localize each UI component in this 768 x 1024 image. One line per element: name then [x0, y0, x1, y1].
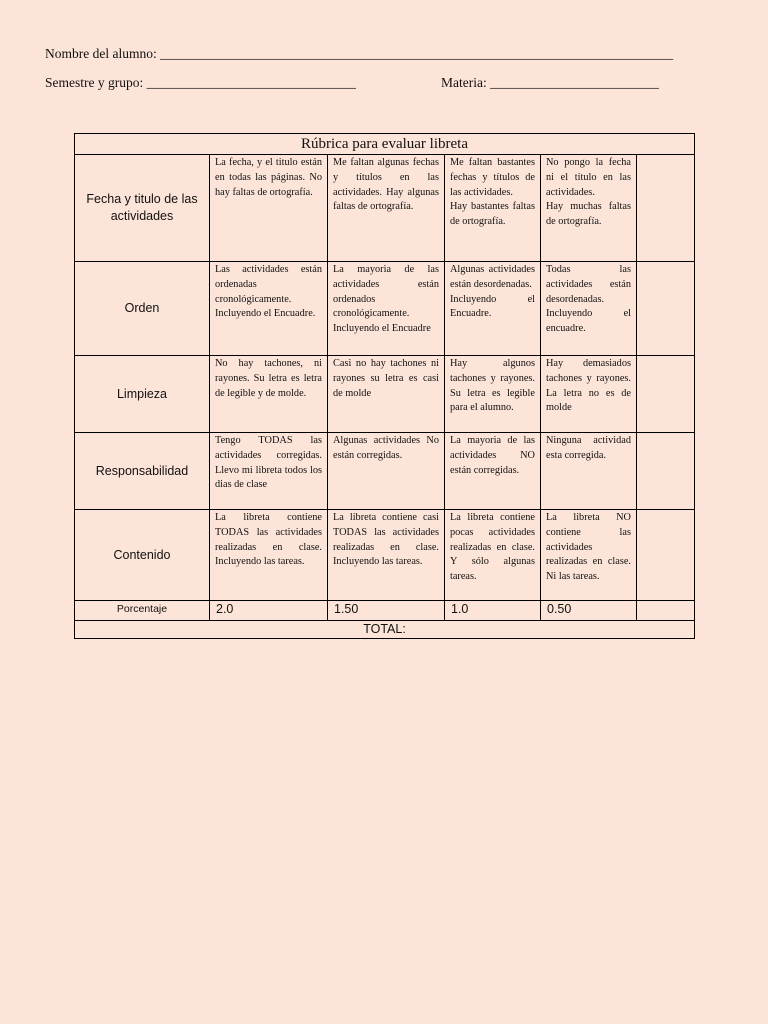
level-good: La libreta contiene casi TODAS las actividades realizadas en clase. Incluyendo las tareas.: [328, 510, 445, 601]
rubric-row-limpieza: [75, 356, 695, 433]
level-poor: La libreta NO contiene las actividades realizadas en clase. Ni las tareas.: [541, 510, 637, 601]
score-cell[interactable]: [637, 433, 695, 510]
percentage-row: [75, 601, 695, 621]
level-excellent: No hay tachones, ni rayones. Su letra es letra de legible y de molde.: [210, 356, 328, 433]
score-cell[interactable]: [637, 262, 695, 356]
level-fair: La mayoria de las actividades NO están corregidas.: [445, 433, 541, 510]
rubric-title-row: [75, 134, 695, 155]
percentage-label: Porcentaje: [75, 601, 210, 621]
rubric-table: [74, 133, 695, 639]
level-excellent: Las actividades están ordenadas cronológicamente. Incluyendo el Encuadre.: [210, 262, 328, 356]
level-good: Casi no hay tachones ni rayones su letra es casi de molde: [328, 356, 445, 433]
level-good: La mayoria de las actividades están ordenados cronológicamente. Incluyendo el Encuadre: [328, 262, 445, 356]
level-excellent: La fecha, y el titulo están en todas las páginas. No hay faltas de ortografía.: [210, 155, 328, 262]
total-row: [75, 621, 695, 639]
percentage-value: 1.50: [328, 601, 445, 621]
subject-line[interactable]: Materia: _________________________: [441, 75, 659, 90]
level-good: Algunas actividades No están corregidas.: [328, 433, 445, 510]
level-fair: Me faltan bastantes fechas y títulos de las actividades. Hay bastantes faltas de ortografía.: [445, 155, 541, 262]
level-poor: Hay demasiados tachones y rayones. La letra no es de molde: [541, 356, 637, 433]
criterion-label: Contenido: [75, 510, 210, 601]
criterion-label: Orden: [75, 262, 210, 356]
semester-group-line[interactable]: Semestre y grupo: _______________________________: [45, 75, 356, 90]
rubric-row-orden: [75, 262, 695, 356]
level-poor: Ninguna actividad esta corregida.: [541, 433, 637, 510]
criterion-label: Responsabilidad: [75, 433, 210, 510]
score-cell[interactable]: [637, 356, 695, 433]
level-excellent: Tengo TODAS las actividades corregidas. Llevo mi libreta todos los dias de clase: [210, 433, 328, 510]
rubric-row-responsabilidad: [75, 433, 695, 510]
criterion-label: Fecha y titulo de las actividades: [75, 155, 210, 262]
rubric-row-fecha: [75, 155, 695, 262]
percentage-value: 1.0: [445, 601, 541, 621]
score-cell[interactable]: [637, 601, 695, 621]
level-good: Me faltan algunas fechas y títulos en las actividades. Hay algunas faltas de ortografía.: [328, 155, 445, 262]
level-fair: La libreta contiene pocas actividades realizadas en clase. Y sólo algunas tareas.: [445, 510, 541, 601]
score-cell[interactable]: [637, 510, 695, 601]
rubric-title: Rúbrica para evaluar libreta: [75, 134, 695, 155]
criterion-label: Limpieza: [75, 356, 210, 433]
level-poor: No pongo la fecha ni el título en las actividades. Hay muchas faltas de ortografía.: [541, 155, 637, 262]
student-name-line[interactable]: Nombre del alumno: ____________________________________________________________________________: [45, 46, 674, 61]
rubric-row-contenido: [75, 510, 695, 601]
score-cell[interactable]: [637, 155, 695, 262]
level-fair: Hay algunos tachones y rayones. Su letra es legible para el alumno.: [445, 356, 541, 433]
level-excellent: La libreta contiene TODAS las actividades realizadas en clase. Incluyendo las tareas.: [210, 510, 328, 601]
total-label[interactable]: TOTAL:: [75, 621, 695, 639]
level-poor: Todas las actividades están desordenadas. Incluyendo el encuadre.: [541, 262, 637, 356]
percentage-value: 2.0: [210, 601, 328, 621]
level-fair: Algunas actividades están desordenadas. Incluyendo el Encuadre.: [445, 262, 541, 356]
percentage-value: 0.50: [541, 601, 637, 621]
